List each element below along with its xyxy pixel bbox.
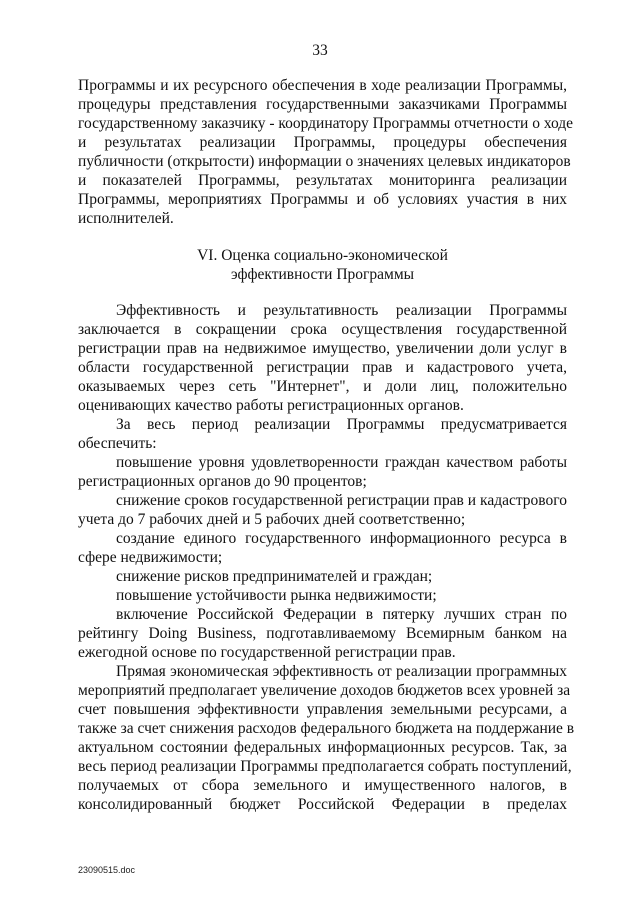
list-item — [78, 567, 567, 586]
text-line: публичности (открытости) информации о значениях целевых индикаторов — [78, 153, 571, 170]
text-line: включение Российской Федерации в пятерку лучших стран по — [116, 606, 567, 623]
text-line: Программы и их ресурсного обеспечения в ходе реализации Программы, — [78, 77, 567, 94]
text-line: ежегодной основе по государственной регистрации прав. — [78, 644, 456, 661]
heading-line: эффективности Программы — [230, 266, 415, 283]
text-line: государственному заказчику - координатору Программы отчетности о ходе — [78, 115, 574, 132]
list-item — [78, 605, 567, 662]
paragraph-program-reporting — [78, 76, 574, 228]
text-line: За весь период реализации Программы предусматривается — [116, 416, 567, 433]
file-name-footer: 23090515.doc — [78, 865, 136, 875]
text-line: области государственной регистрации прав и кадастрового учета, — [78, 359, 567, 376]
text-line: снижение сроков государственной регистрации прав и кадастрового — [116, 492, 567, 509]
text-line: актуальном состоянии федеральных информационных ресурсов. Так, за — [78, 739, 567, 756]
text-line: Прямая экономическая эффективность от реализации программных — [116, 663, 567, 680]
text-line: сфере недвижимости; — [78, 549, 223, 566]
page-number: 33 — [312, 42, 328, 59]
list-item — [78, 586, 567, 605]
text-line: создание единого государственного информационного ресурса в — [116, 530, 567, 547]
text-line: оценивающих качество работы регистрационных органов. — [78, 397, 464, 414]
text-line: повышение устойчивости рынка недвижимости; — [116, 587, 437, 604]
document-body — [78, 76, 575, 814]
text-line: учета до 7 рабочих дней и 5 рабочих дней соответственно; — [78, 511, 466, 528]
text-line: оказываемых через сеть "Интернет", и доли лиц, положительно — [78, 378, 567, 395]
text-line: Эффективность и результативность реализации Программы — [116, 302, 567, 319]
text-line: весь период реализации Программы предполагается собрать поступлений, — [78, 758, 572, 775]
text-line: обеспечить: — [78, 435, 157, 452]
text-line: повышение уровня удовлетворенности граждан качеством работы — [116, 454, 567, 471]
section-heading — [78, 246, 567, 284]
list-item — [78, 529, 567, 567]
text-line: консолидированный бюджет Российской Федерации в пределах — [78, 796, 567, 813]
text-line: исполнителей. — [78, 210, 174, 227]
text-line: процедуры представления государственными заказчиками Программы — [78, 96, 567, 113]
text-line: заключается в сокращении срока осуществления государственной — [78, 321, 567, 338]
paragraph-period-provision — [78, 415, 567, 453]
list-item — [78, 453, 567, 491]
text-line: рейтингу Doing Business, подготавливаемому Всемирным банком на — [78, 625, 567, 642]
text-line: Программы, мероприятиях Программы и об условиях участия в них — [78, 191, 567, 208]
text-line: регистрационных органов до 90 процентов; — [78, 473, 367, 490]
heading-line: VI. Оценка социально-экономической — [197, 247, 448, 264]
text-line: и показателей Программы, результатах мониторинга реализации — [78, 172, 567, 189]
paragraph-effectiveness — [78, 301, 567, 415]
text-line: получаемых от сбора земельного и имущественного налогов, в — [78, 777, 567, 794]
paragraph-economic-efficiency — [78, 662, 575, 814]
text-line: и результатах реализации Программы, процедуры обеспечения — [78, 134, 567, 151]
text-line: снижение рисков предпринимателей и граждан; — [116, 568, 433, 585]
text-line: мероприятий предполагает увеличение доходов бюджетов всех уровней за — [78, 682, 571, 699]
text-line: регистрации прав на недвижимое имущество, увеличении доли услуг в — [78, 340, 567, 357]
expected-results-list — [78, 453, 567, 662]
text-line: счет повышения эффективности управления земельными ресурсами, а — [78, 701, 567, 718]
list-item — [78, 491, 567, 529]
text-line: также за счет снижения расходов федерального бюджета на поддержание в — [78, 720, 575, 737]
